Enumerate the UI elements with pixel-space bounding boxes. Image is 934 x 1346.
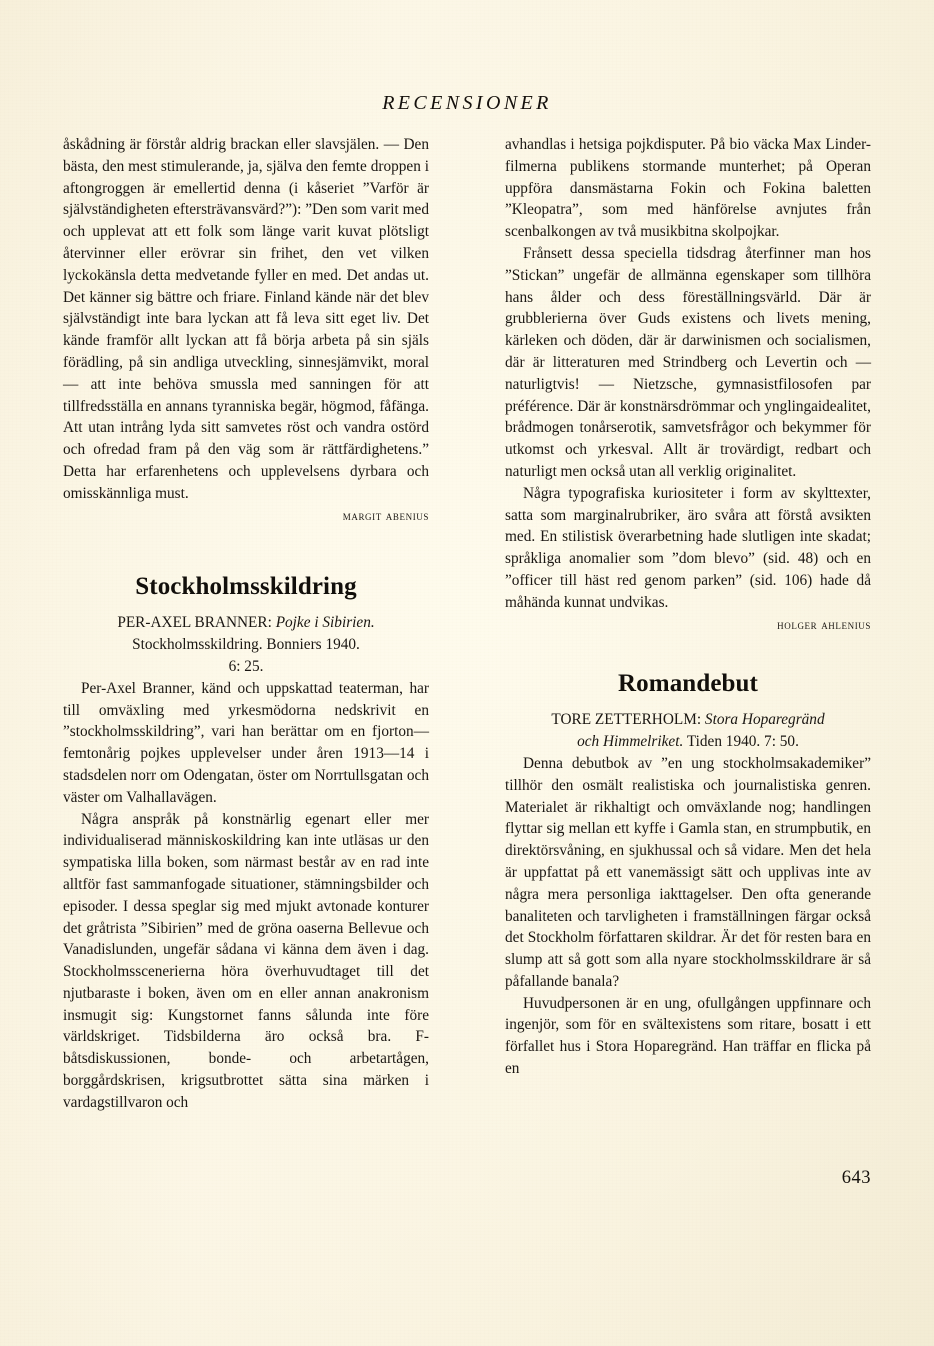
- review-title-stockholmsskildring: Stockholmsskildring: [135, 573, 357, 601]
- biblio-line-zetterholm-2: [505, 731, 871, 753]
- left-column: [63, 134, 429, 1114]
- biblio-imprint: Tiden 1940. 7: 50.: [686, 733, 799, 751]
- paragraph-branner-1: Per-Axel Branner, känd och uppskattad teaterman, har till omväxling med yrkesmödorna nedskrivit en ”stockholmsskildring”, vari han berättar om en fjorton—femtonårig pojkes upplevelser under åren 1913—14 i stadsdelen norr om Odengatan, öster om Norrtullsgatan och väster om Valhallavägen.: [63, 679, 429, 806]
- section-gap: [63, 526, 429, 572]
- biblio-work-title: Pojke i Sibirien.: [275, 614, 375, 632]
- biblio-author: TORE ZETTERHOLM:: [551, 711, 702, 729]
- paragraph-continued-abenius: åskådning är förstår aldrig brackan eller slavsjälen. — Den bästa, den mest stimulerande, ja, själva den femte droppen i aftongroggen är emellertid denna (i kåseriet ”Varför är självständigheten eftersträvansvärd?”): ”Den som varit med och upplevat att ett folk som länge varit kuvat plötsligt återvinner eller erövrar sin frihet, den vet vilken lyckokänsla detta medvetande fyller en med. Det andas ut. Det känner sig bättre och friare. Finland kände när det blev självständigt inte bara lyckan att få leva sitt eget liv. Det kände framför allt lyckan att få börja arbeta på sin själs förädling, på sin andliga utveckling, sinnesjämvikt, moral — att inte behöva smussla med sanningen för att tillfredsställa en annans tyranniska begär, högmod, fåfänga. Att utan intrång lyda sitt samvetes röst och vandra ostörd och ofredad fram på den väg som är rättfärdighetens.” Detta har erfarenhetens och upplevelsens dyrbara och omisskännliga must.: [63, 136, 429, 502]
- paragraph-zetterholm-2: Huvudpersonen är en ung, ofullgången uppfinnare och ingenjör, som för en svältexistens som ritare, bosatt i ett förfallet hus i Stora Hoparegränd. Han träffar en flicka på en: [505, 994, 871, 1078]
- paragraph-continued-ahlenius-1: avhandlas i hetsiga pojkdisputer. På bio väcka Max Linder-filmerna publikens stormande munterhet; på Operan uppföra dansmästarna Fokin och Fokina baletten ”Kleopatra”, som med hänförelse avnjutes från scenbalkongen av två musikbitna skolpojkar.: [505, 136, 871, 241]
- biblio-author: PER-AXEL BRANNER:: [117, 614, 272, 632]
- signature-margit-abenius: margit abenius: [342, 507, 429, 523]
- biblio-line-branner: [63, 612, 429, 634]
- title-gap: [63, 602, 429, 612]
- paragraph-continued-ahlenius-2: Frånsett dessa speciella tidsdrag återfinner man hos ”Stickan” ungefär de allmänna egenskaper som tillhöra hans ålder och dess föreställningsvärld. Där är grubblerierna över Guds existens och livets mening, kärleken och döden, där är darwinismen och socialismen, där är litteraturen med Strindberg och Levertin och — naturligtvis! — Nietzsche, gymnasistfilosofen par préférence. Där är konstnärsdrömmar och ynglingaidealitet, brådmogen tonårserotik, samvetsfrågor och bekymmer för utkomst och yrkesval. Allt är trovärdigt, redbart och naturligt men också utan all verklig originalitet.: [505, 244, 871, 480]
- page-number: 643: [841, 1168, 871, 1188]
- review-title-romandebut: Romandebut: [618, 670, 758, 698]
- biblio-work-title-line1: Stora Hoparegränd: [704, 711, 825, 729]
- biblio-price: 6: 25.: [228, 657, 264, 675]
- biblio-imprint: Stockholmsskildring. Bonniers 1940.: [132, 636, 360, 654]
- signature-holger-ahlenius: holger ahlenius: [777, 616, 871, 632]
- biblio-work-title-line2: och Himmelriket.: [577, 733, 684, 751]
- title-gap: [505, 699, 871, 709]
- paragraph-zetterholm-1: Denna debutbok av ”en ung stockholmsakademiker” tillhör den osmält realistiska och journalistiska genren. Materialet är rikhaltigt och omväxlande nog; handlingen flyttar sig mellan ett kyffe i Gamla stan, en strumpbutik, en direktörsvåning, en sjukhussal och så vidare. Men det hela är uppfattat på ett vanemässigt sätt och upplivas inte av några mera personliga iakttagelser. Den ofta generande banaliteten och tarvligheten i framställningen färgar också det Stockholm författaren skildrar. Är det för resten bara en slump att så gott som alla nyare stockholmsskildrare är så påfallande banala?: [505, 754, 871, 990]
- paragraph-continued-ahlenius-3: Några typografiska kuriositeter i form av skylttexter, satta som marginalrubriker, äro svåra att förstå avsikten med. En stilistisk överarbetning hade slutligen inte skadat; språkliga anomalier som ”dom blevo” (sid. 48) och en ”officer till häst red genom parken” (sid. 106) hade då måhända kunnat undvikas.: [505, 484, 871, 611]
- biblio-line-zetterholm: [505, 709, 871, 731]
- section-gap: [505, 635, 871, 669]
- right-column: [505, 134, 871, 1080]
- paragraph-branner-2: Några anspråk på konstnärlig egenart eller mer individualiserad människoskildring kan inte utläsas ur den sympatiska lilla boken, som närmast består av en rad inte alltför fast sammanfogade situationer, stämningsbilder och episoder. I dessa speglar sig med mjukt avtonade konturer det gråtrista ”Sibirien” med de gröna oaserna Bellevue och Vanadislunden, ungefär sådana vi känna dem även i dag. Stockholmsscenerierna höra överhuvudtaget till det njutbaraste i boken, även om en eller annan anakronism insmugit sig: Kungstornet fanns sålunda inte före världskriget. Tidsbilderna äro också bra. F-båtsdiskussionen, bonde- och arbetartågen, borggårdskrisen, krigsutbrottet sätta sina märken i vardagstillvaron och: [63, 810, 429, 1111]
- running-head: RECENSIONER: [382, 92, 552, 114]
